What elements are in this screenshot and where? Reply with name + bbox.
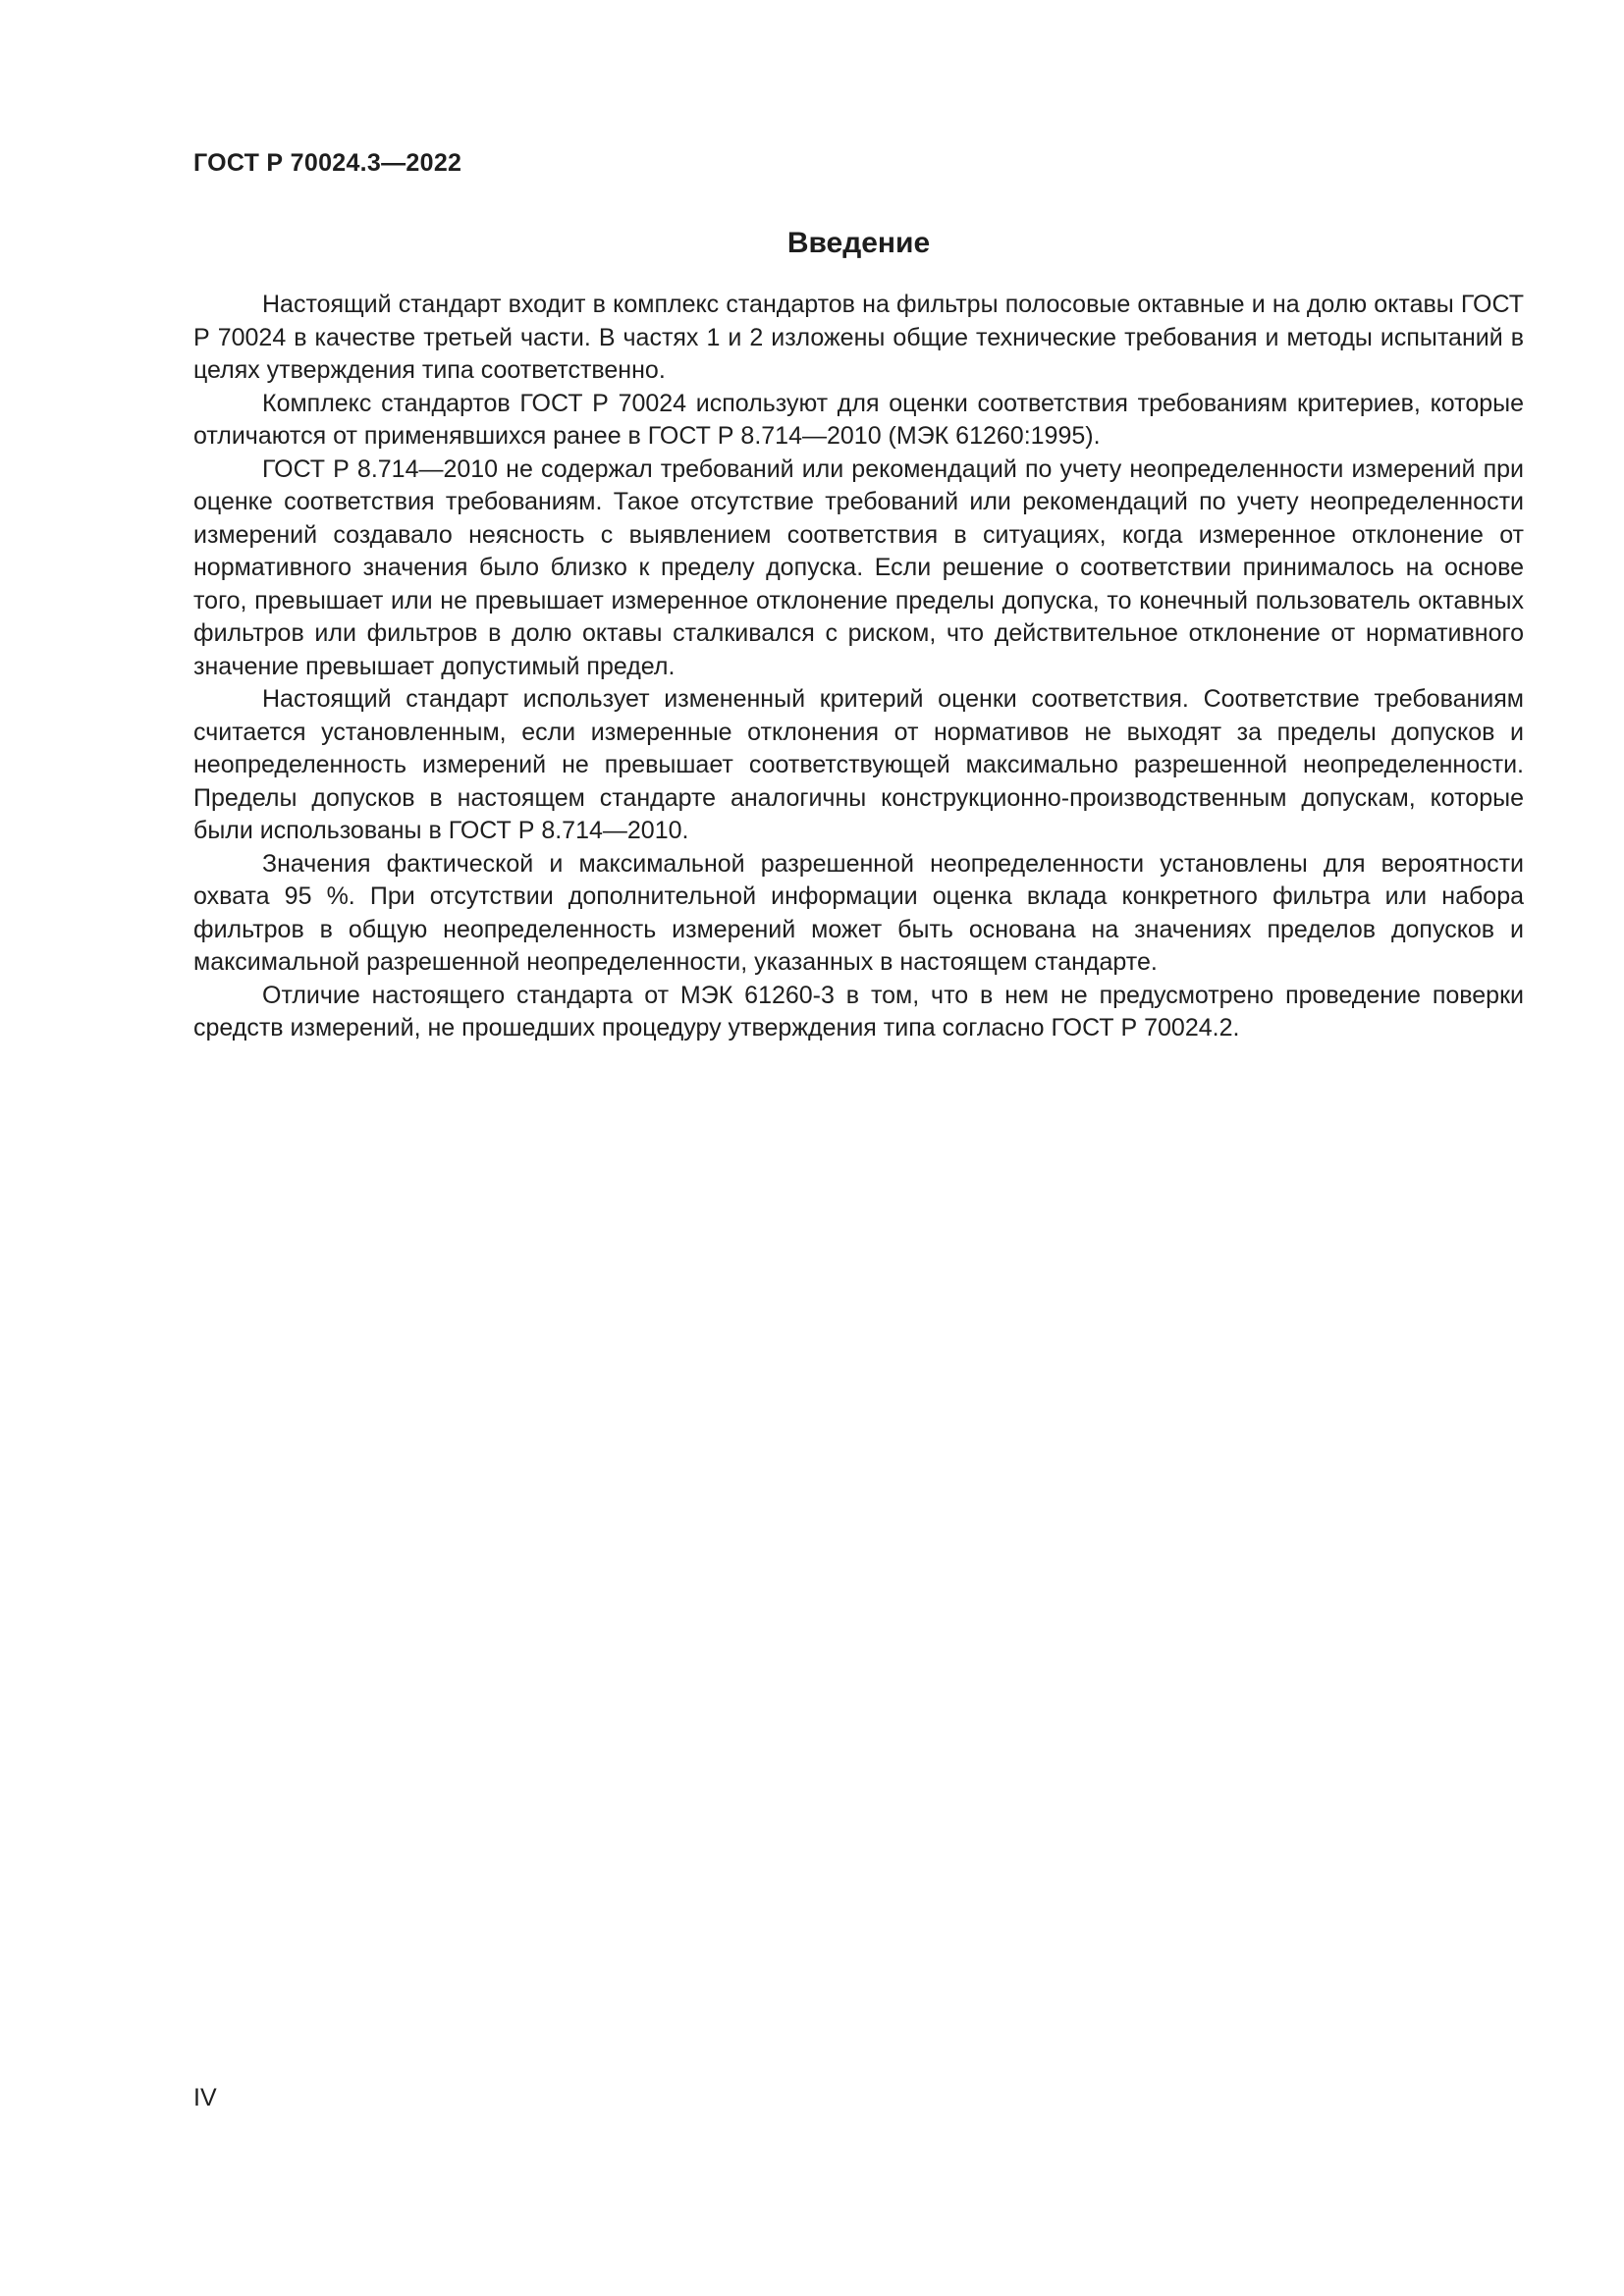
section-title: Введение: [786, 227, 931, 259]
section-body: [193, 289, 1524, 1045]
paragraph: Настоящий стандарт использует измененный критерий оценки соответствия. Соответствие требованиям считается установленным, если измеренные отклонения от нормативов не выходят за пределы допусков и неопределенность измерений не превышает соответствующей максимально разрешенной неопределенности. Пределы допусков в настоящем стандарте аналогичны конструкционно-производственным допускам, которые были использованы в ГОСТ Р 8.714—2010.: [193, 685, 1524, 844]
page-number: IV: [193, 2084, 217, 2111]
paragraph: Отличие настоящего стандарта от МЭК 61260-3 в том, что в нем не предусмотрено проведение поверки средств измерений, не прошедших процедуру утверждения типа согласно ГОСТ Р 70024.2.: [193, 981, 1524, 1041]
paragraph: ГОСТ Р 8.714—2010 не содержал требований или рекомендаций по учету неопределенности измерений при оценке соответствия требованиям. Такое отсутствие требований или рекомендаций по учету неопределенности измерений создавало неясность с выявлением соответствия в ситуациях, когда измеренное отклонение от нормативного значения было близко к пределу допуска. Если решение о соответствии принималось на основе того, превышает или не превышает измеренное отклонение пределы допуска, то конечный пользователь октавных фильтров или фильтров в долю октавы сталкивался с риском, что действительное отклонение от нормативного значение превышает допустимый предел.: [193, 454, 1524, 680]
document-id: ГОСТ Р 70024.3—2022: [193, 149, 462, 177]
paragraph: Значения фактической и максимальной разрешенной неопределенности установлены для вероятности охвата 95 %. При отсутствии дополнительной информации оценка вклада конкретного фильтра или набора фильтров в общую неопределенность измерений может быть основана на значениях пределов допусков и максимальной разрешенной неопределенности, указанных в настоящем стандарте.: [193, 849, 1524, 976]
paragraph: Комплекс стандартов ГОСТ Р 70024 используют для оценки соответствия требованиям критериев, которые отличаются от применявшихся ранее в ГОСТ Р 8.714—2010 (МЭК 61260:1995).: [193, 389, 1524, 450]
paragraph: Настоящий стандарт входит в комплекс стандартов на фильтры полосовые октавные и на долю октавы ГОСТ Р 70024 в качестве третьей части. В частях 1 и 2 изложены общие технические требования и методы испытаний в целях утверждения типа соответственно.: [193, 291, 1524, 384]
